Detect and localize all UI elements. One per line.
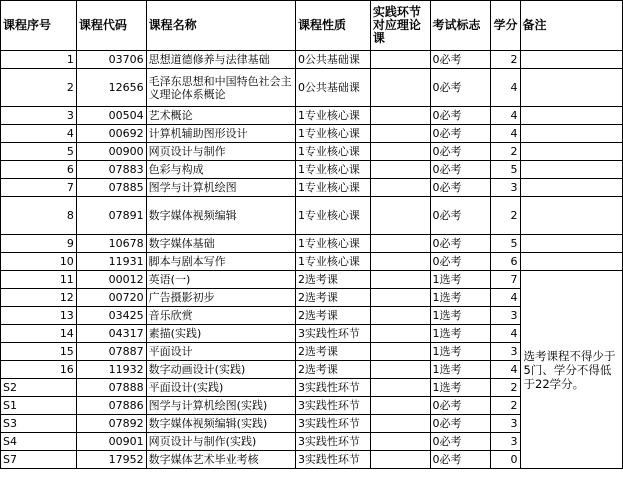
cell-exam: 1选考 <box>430 343 491 361</box>
cell-nature: 1专业核心课 <box>295 179 370 197</box>
cell-name: 英语(一) <box>146 271 295 289</box>
cell-practice <box>370 161 430 179</box>
cell-credit: 6 <box>491 253 520 271</box>
cell-exam: 0必考 <box>430 433 491 451</box>
cell-name: 音乐欣赏 <box>146 307 295 325</box>
cell-practice <box>370 179 430 197</box>
cell-note <box>520 235 623 253</box>
cell-seq: S4 <box>1 433 77 451</box>
cell-code: 10678 <box>76 235 146 253</box>
cell-name: 艺术概论 <box>146 107 295 125</box>
table-row <box>1 271 623 289</box>
header-note: 备注 <box>520 1 623 51</box>
cell-note <box>520 143 623 161</box>
cell-note <box>520 197 623 235</box>
cell-code: 07885 <box>76 179 146 197</box>
cell-practice <box>370 107 430 125</box>
cell-seq: 14 <box>1 325 77 343</box>
cell-practice <box>370 125 430 143</box>
cell-practice <box>370 379 430 397</box>
cell-exam: 0必考 <box>430 51 491 69</box>
cell-seq: 9 <box>1 235 77 253</box>
cell-seq: 3 <box>1 107 77 125</box>
cell-name: 毛泽东思想和中国特色社会主义理论体系概论 <box>146 69 295 107</box>
cell-seq: 1 <box>1 51 77 69</box>
cell-exam: 0必考 <box>430 235 491 253</box>
header-name: 课程名称 <box>146 1 295 51</box>
cell-exam: 1选考 <box>430 289 491 307</box>
cell-seq: 5 <box>1 143 77 161</box>
cell-exam: 1选考 <box>430 379 491 397</box>
cell-nature: 2选考课 <box>295 289 370 307</box>
cell-practice <box>370 397 430 415</box>
cell-practice <box>370 451 430 469</box>
cell-practice <box>370 271 430 289</box>
cell-note <box>520 107 623 125</box>
cell-seq: 6 <box>1 161 77 179</box>
cell-credit: 5 <box>491 235 520 253</box>
cell-credit: 2 <box>491 51 520 69</box>
header-row <box>1 1 623 51</box>
cell-seq: 16 <box>1 361 77 379</box>
cell-credit: 3 <box>491 415 520 433</box>
cell-nature: 1专业核心课 <box>295 107 370 125</box>
cell-exam: 0必考 <box>430 179 491 197</box>
cell-nature: 1专业核心课 <box>295 197 370 235</box>
cell-name: 广告摄影初步 <box>146 289 295 307</box>
cell-seq: 4 <box>1 125 77 143</box>
cell-credit: 5 <box>491 161 520 179</box>
cell-seq: 10 <box>1 253 77 271</box>
header-exam: 考试标志 <box>430 1 491 51</box>
cell-credit: 7 <box>491 271 520 289</box>
cell-code: 07892 <box>76 415 146 433</box>
cell-seq: S2 <box>1 379 77 397</box>
cell-exam: 1选考 <box>430 271 491 289</box>
header-credit: 学分 <box>491 1 520 51</box>
cell-code: 07888 <box>76 379 146 397</box>
cell-credit: 4 <box>491 361 520 379</box>
cell-nature: 3实践性环节 <box>295 379 370 397</box>
table-row <box>1 51 623 69</box>
cell-name: 脚本与剧本写作 <box>146 253 295 271</box>
cell-practice <box>370 143 430 161</box>
cell-practice <box>370 343 430 361</box>
cell-code: 04317 <box>76 325 146 343</box>
cell-code: 07883 <box>76 161 146 179</box>
cell-exam: 0必考 <box>430 69 491 107</box>
cell-note <box>520 69 623 107</box>
table-row <box>1 125 623 143</box>
cell-credit: 2 <box>491 143 520 161</box>
cell-seq: S3 <box>1 415 77 433</box>
cell-practice <box>370 51 430 69</box>
cell-name: 图学与计算机绘图(实践) <box>146 397 295 415</box>
cell-credit: 2 <box>491 397 520 415</box>
cell-nature: 3实践性环节 <box>295 325 370 343</box>
cell-nature: 1专业核心课 <box>295 253 370 271</box>
cell-seq: 11 <box>1 271 77 289</box>
cell-note <box>520 161 623 179</box>
cell-credit: 3 <box>491 343 520 361</box>
header-seq: 课程序号 <box>1 1 77 51</box>
table-row <box>1 179 623 197</box>
cell-nature: 3实践性环节 <box>295 415 370 433</box>
note-cell: 选考课程不得少于5门、学分不得低于22学分。 <box>520 271 623 469</box>
cell-credit: 4 <box>491 289 520 307</box>
cell-name: 平面设计(实践) <box>146 379 295 397</box>
cell-practice <box>370 253 430 271</box>
cell-seq: 8 <box>1 197 77 235</box>
cell-practice <box>370 325 430 343</box>
cell-credit: 4 <box>491 69 520 107</box>
cell-exam: 0必考 <box>430 451 491 469</box>
header-practice: 实践环节对应理论课 <box>370 1 430 51</box>
cell-name: 数字媒体基础 <box>146 235 295 253</box>
cell-code: 07891 <box>76 197 146 235</box>
cell-name: 素描(实践) <box>146 325 295 343</box>
cell-practice <box>370 433 430 451</box>
cell-exam: 0必考 <box>430 161 491 179</box>
cell-name: 数字动画设计(实践) <box>146 361 295 379</box>
cell-name: 网页设计与制作 <box>146 143 295 161</box>
cell-practice <box>370 289 430 307</box>
cell-code: 11931 <box>76 253 146 271</box>
cell-exam: 0必考 <box>430 143 491 161</box>
cell-exam: 0必考 <box>430 125 491 143</box>
cell-code: 07887 <box>76 343 146 361</box>
cell-credit: 2 <box>491 379 520 397</box>
cell-name: 平面设计 <box>146 343 295 361</box>
cell-note <box>520 179 623 197</box>
cell-exam: 0必考 <box>430 397 491 415</box>
cell-credit: 3 <box>491 179 520 197</box>
cell-code: 00012 <box>76 271 146 289</box>
cell-code: 00692 <box>76 125 146 143</box>
header-code: 课程代码 <box>76 1 146 51</box>
cell-seq: S7 <box>1 451 77 469</box>
cell-practice <box>370 69 430 107</box>
cell-credit: 3 <box>491 307 520 325</box>
cell-seq: 2 <box>1 69 77 107</box>
cell-practice <box>370 197 430 235</box>
cell-nature: 2选考课 <box>295 343 370 361</box>
cell-nature: 0公共基础课 <box>295 51 370 69</box>
cell-code: 00900 <box>76 143 146 161</box>
cell-code: 07886 <box>76 397 146 415</box>
cell-credit: 2 <box>491 197 520 235</box>
cell-seq: S1 <box>1 397 77 415</box>
cell-nature: 1专业核心课 <box>295 143 370 161</box>
cell-exam: 0必考 <box>430 197 491 235</box>
cell-nature: 1专业核心课 <box>295 125 370 143</box>
cell-nature: 1专业核心课 <box>295 235 370 253</box>
cell-name: 数字媒体视频编辑 <box>146 197 295 235</box>
cell-name: 数字媒体艺术毕业考核 <box>146 451 295 469</box>
cell-credit: 0 <box>491 451 520 469</box>
cell-name: 思想道德修养与法律基础 <box>146 51 295 69</box>
table-row <box>1 235 623 253</box>
cell-exam: 0必考 <box>430 253 491 271</box>
table-row <box>1 143 623 161</box>
cell-seq: 13 <box>1 307 77 325</box>
cell-code: 00504 <box>76 107 146 125</box>
table-row <box>1 69 623 107</box>
header-nature: 课程性质 <box>295 1 370 51</box>
cell-code: 17952 <box>76 451 146 469</box>
cell-nature: 2选考课 <box>295 307 370 325</box>
cell-seq: 12 <box>1 289 77 307</box>
cell-practice <box>370 307 430 325</box>
cell-name: 计算机辅助图形设计 <box>146 125 295 143</box>
cell-nature: 3实践性环节 <box>295 433 370 451</box>
cell-note <box>520 51 623 69</box>
cell-nature: 2选考课 <box>295 361 370 379</box>
cell-credit: 4 <box>491 107 520 125</box>
table-row <box>1 253 623 271</box>
cell-nature: 1专业核心课 <box>295 161 370 179</box>
cell-name: 数字媒体视频编辑(实践) <box>146 415 295 433</box>
cell-code: 03706 <box>76 51 146 69</box>
table-row <box>1 107 623 125</box>
cell-credit: 3 <box>491 433 520 451</box>
cell-code: 11932 <box>76 361 146 379</box>
cell-code: 00720 <box>76 289 146 307</box>
cell-nature: 2选考课 <box>295 271 370 289</box>
cell-nature: 0公共基础课 <box>295 69 370 107</box>
cell-practice <box>370 361 430 379</box>
cell-exam: 1选考 <box>430 325 491 343</box>
cell-name: 色彩与构成 <box>146 161 295 179</box>
cell-credit: 4 <box>491 325 520 343</box>
cell-exam: 1选考 <box>430 307 491 325</box>
cell-code: 12656 <box>76 69 146 107</box>
cell-nature: 3实践性环节 <box>295 451 370 469</box>
table-row <box>1 197 623 235</box>
cell-note <box>520 253 623 271</box>
cell-name: 图学与计算机绘图 <box>146 179 295 197</box>
cell-practice <box>370 415 430 433</box>
cell-note <box>520 125 623 143</box>
cell-practice <box>370 235 430 253</box>
cell-nature: 3实践性环节 <box>295 397 370 415</box>
cell-exam: 0必考 <box>430 107 491 125</box>
table-body <box>1 51 623 469</box>
table-row <box>1 161 623 179</box>
cell-name: 网页设计与制作(实践) <box>146 433 295 451</box>
cell-code: 00901 <box>76 433 146 451</box>
cell-exam: 1选考 <box>430 361 491 379</box>
cell-seq: 7 <box>1 179 77 197</box>
cell-seq: 15 <box>1 343 77 361</box>
cell-code: 03425 <box>76 307 146 325</box>
cell-credit: 4 <box>491 125 520 143</box>
cell-exam: 0必考 <box>430 415 491 433</box>
